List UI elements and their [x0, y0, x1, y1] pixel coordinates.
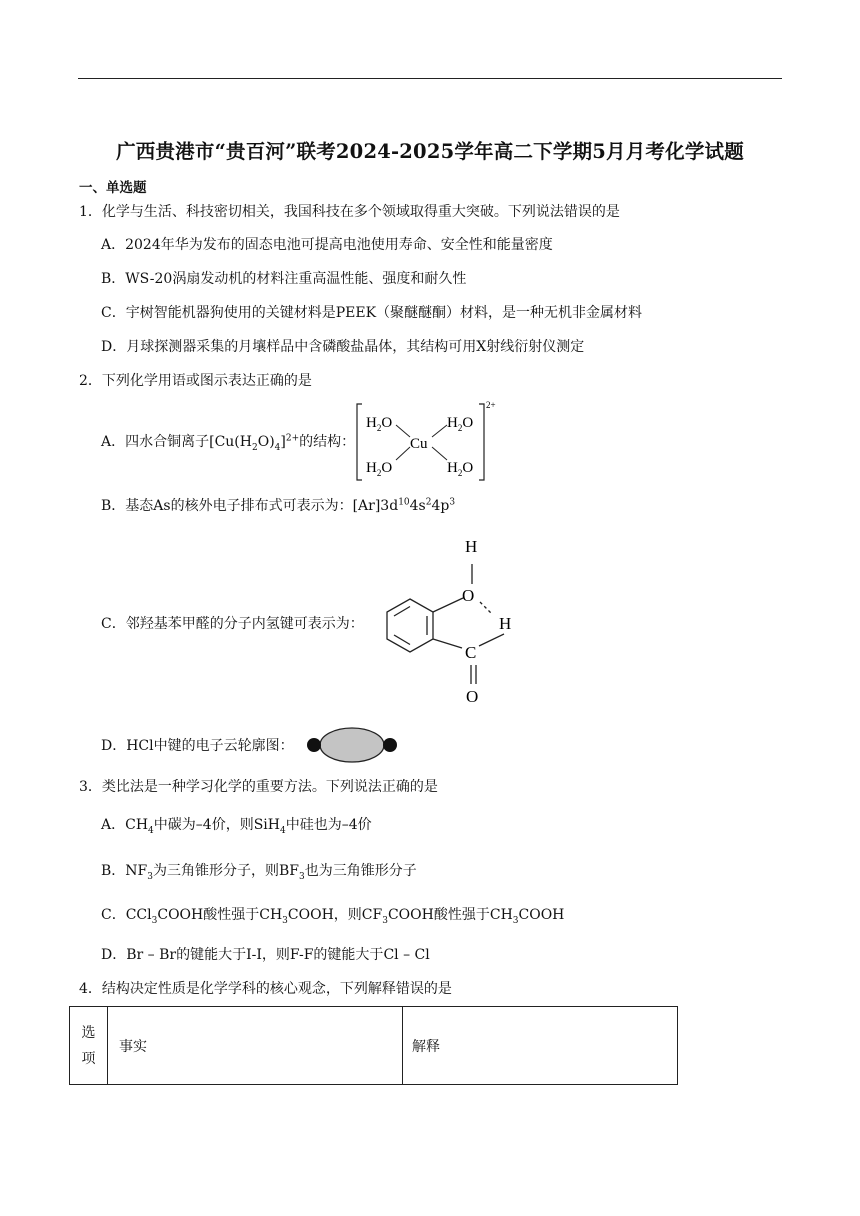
question-2-option-a: A．四水合铜离子$[Cu(H_2O)_4]^{2+}$的结构： — [101, 433, 356, 453]
svg-text:H2O: $H_2O$ — [366, 460, 393, 478]
question-2-stem: 2．下列化学用语或图示表达正确的是 — [79, 373, 312, 389]
question-3-option-d: D．Br – Br的键能大于I-I，则F-F的键能大于Cl – Cl — [101, 947, 430, 963]
copper-complex-structure — [352, 398, 504, 486]
svg-text:C: C — [465, 643, 477, 662]
hcl-electron-cloud-diagram — [304, 725, 400, 765]
question-2-option-c: C．邻羟基苯甲醛的分子内氢键可表示为： — [101, 616, 364, 632]
question-1-option-c: C．宇树智能机器狗使用的关键材料是PEEK（聚醚醚酮）材料，是一种无机非金属材料 — [101, 305, 643, 321]
svg-text:H: H — [465, 537, 478, 556]
section-heading: 一、单选题 — [79, 180, 147, 196]
svg-text:O: O — [462, 586, 475, 605]
svg-text:Cu: Cu — [410, 436, 428, 452]
svg-text:O: O — [466, 687, 479, 706]
question-1-option-b: B．WS-20涡扇发动机的材料注重高温性能、强度和耐久性 — [101, 271, 467, 287]
table-header-option: 选 项 — [70, 1007, 108, 1085]
header-rule — [78, 78, 782, 79]
question-1-option-a: A．2024年华为发布的固态电池可提高电池使用寿命、安全性和能量密度 — [101, 237, 553, 253]
svg-text:H2O: $H_2O$ — [447, 460, 474, 478]
svg-text:2+: 2+ — [486, 400, 496, 410]
question-3-option-a: A．$CH_4$中碳为–4价，则SiH$_4$中硅也为–4价 — [101, 817, 372, 836]
question-2-option-b: B．基态As的核外电子排布式可表示为：$[Ar]3d^{10}4s^24p^3$ — [101, 497, 456, 514]
page-title: 广西贵港市“贵百河”联考2024-2025学年高二下学期5月月考化学试题 — [116, 140, 744, 163]
svg-text:H: H — [499, 614, 512, 633]
salicylaldehyde-hbond-structure — [380, 532, 530, 712]
question-1-stem: 1．化学与生活、科技密切相关，我国科技在多个领域取得重大突破。下列说法错误的是 — [79, 204, 620, 220]
question-1-option-d: D．月球探测器采集的月壤样品中含磷酸盐晶体，其结构可用X射线衍射仪测定 — [101, 339, 585, 355]
question-4-stem: 4．结构决定性质是化学学科的核心观念，下列解释错误的是 — [79, 981, 452, 997]
question-3-option-b: B．$NF_3$为三角锥形分子，则$BF_3$也为三角锥形分子 — [101, 863, 417, 882]
answer-table — [69, 1006, 678, 1085]
table-header-explanation: 解释 — [403, 1007, 678, 1085]
question-2-option-d: D．HCl中键的电子云轮廓图： — [101, 738, 294, 754]
svg-text:H2O: $H_2O$ — [366, 415, 393, 433]
svg-text:H2O: $H_2O$ — [447, 415, 474, 433]
question-3-stem: 3．类比法是一种学习化学的重要方法。下列说法正确的是 — [79, 779, 438, 795]
table-header-row — [70, 1007, 678, 1085]
question-3-option-c: C．CCl$_3$COOH酸性强于$CH_3COOH$，则$CF_3COOH$酸性强于$CH_3COOH$ — [101, 907, 565, 926]
table-header-fact: 事实 — [108, 1007, 403, 1085]
